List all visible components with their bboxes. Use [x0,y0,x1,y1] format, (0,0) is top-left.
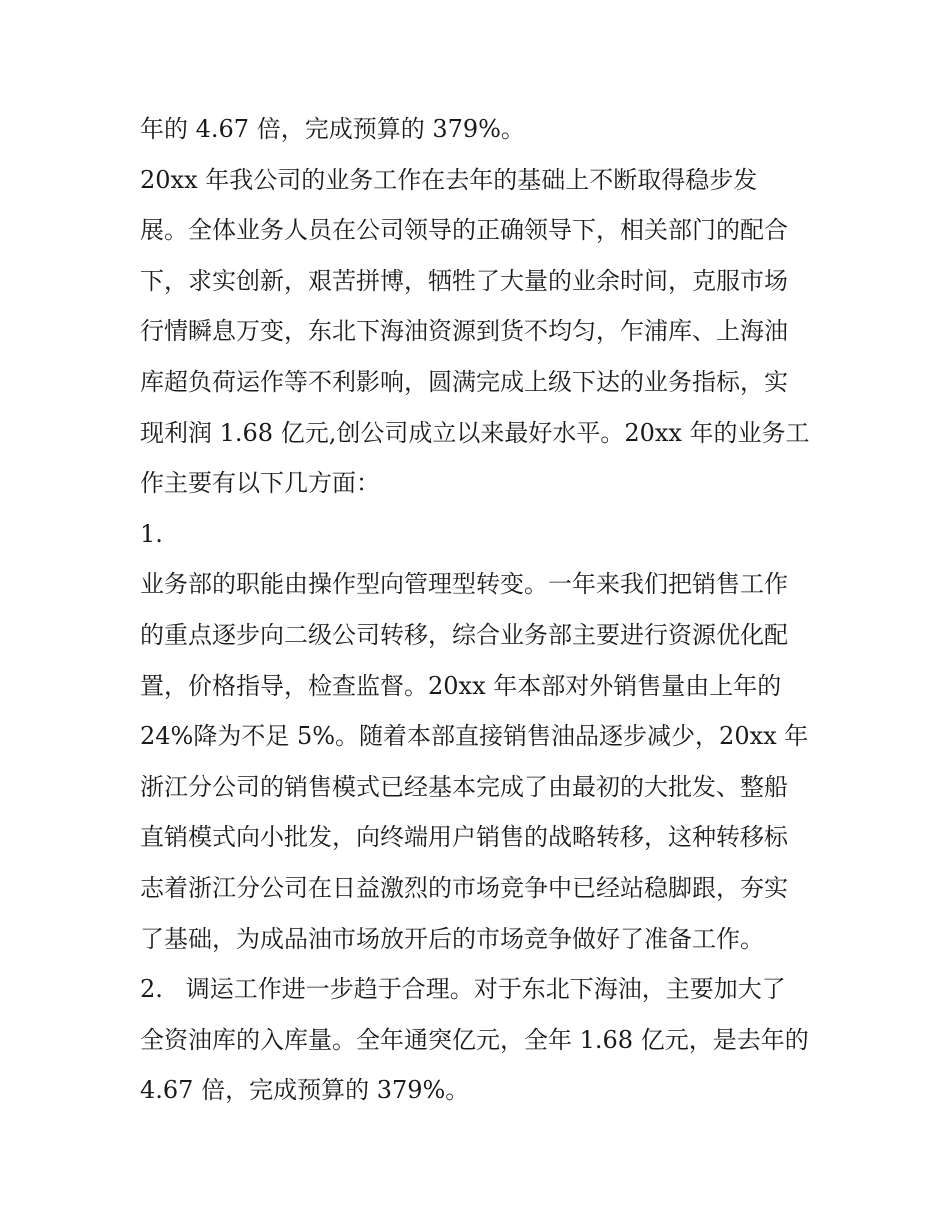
text-line: 行情瞬息万变，东北下海油资源到货不均匀，乍浦库、上海油 [140,317,788,346]
text-line: 了基础，为成品油市场放开后的市场竞争做好了准备工作。 [140,924,764,953]
text-line: 置，价格指导，检查监督。20xx 年本部对外销售量由上年的 [140,671,782,700]
text-line: 浙江分公司的销售模式已经基本完成了由最初的大批发、整船 [140,772,788,801]
text-line: 展。全体业务人员在公司领导的正确领导下，相关部门的配合 [140,216,788,245]
text-line: 下，求实创新，艰苦拼博，牺牲了大量的业余时间，克服市场 [140,266,788,295]
text-line: 4.67 倍，完成预算的 379%。 [140,1076,470,1105]
text-line: 24%降为不足 5%。随着本部直接销售油品逐步减少，20xx 年 [140,722,809,751]
list-marker-1: 1. [140,519,163,548]
text-line: 的重点逐步向二级公司转移，综合业务部主要进行资源优化配 [140,620,788,649]
text-line: 年的 4.67 倍，完成预算的 379%。 [140,115,525,143]
list-item-2: 2. 调运工作进一步趋于合理。对于东北下海油，主要加大了 [140,975,786,1004]
text-line: 全资油库的入库量。全年通突亿元，全年 1.68 亿元，是去年的 [140,1025,809,1054]
body-text [140,104,820,1116]
text-line: 库超负荷运作等不利影响，圆满完成上级下达的业务指标，实 [140,367,788,396]
text-line: 20xx 年我公司的业务工作在去年的基础上不断取得稳步发 [140,165,758,194]
text-line: 业务部的职能由操作型向管理型转变。一年来我们把销售工作 [140,570,788,599]
text-line: 作主要有以下几方面： [140,469,380,498]
text-line: 志着浙江分公司在日益激烈的市场竞争中已经站稳脚跟，夯实 [140,873,788,902]
text-line: 直销模式向小批发，向终端用户销售的战略转移，这种转移标 [140,823,788,852]
text-line: 现利润 1.68 亿元,创公司成立以来最好水平。20xx 年的业务工 [140,418,810,447]
